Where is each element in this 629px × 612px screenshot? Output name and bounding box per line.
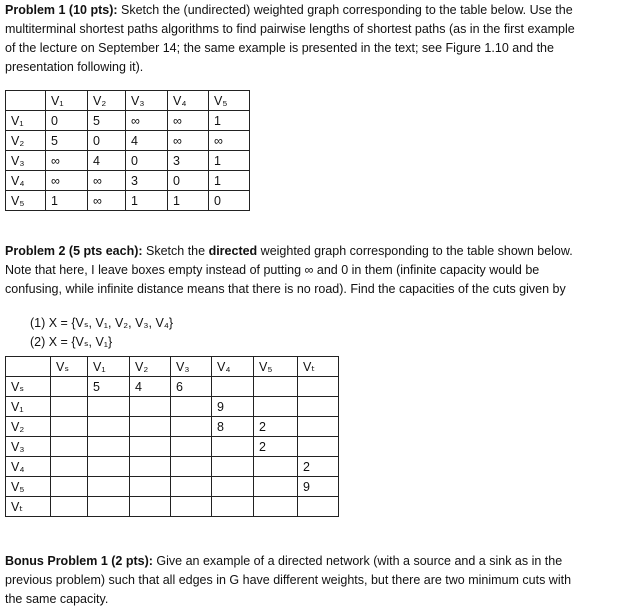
- problem2-text-part: weighted graph corresponding to the table shown below.: [257, 244, 573, 258]
- table-cell: [254, 477, 298, 497]
- table-cell: ∞: [46, 151, 88, 171]
- table-cell: 0: [46, 111, 88, 131]
- table-cell: [171, 497, 212, 517]
- column-header: Vₛ: [51, 357, 88, 377]
- problem1-line: Sketch the (undirected) weighted graph corresponding to the table below. Use the: [117, 3, 573, 17]
- problem1-line: of the lecture on September 14; the same example is presented in the text; see Figure 1.10 and the: [5, 41, 554, 55]
- table-cell: 1: [126, 191, 168, 211]
- table-cell: [212, 497, 254, 517]
- table-cell: 2: [298, 457, 339, 477]
- table-cell: 9: [212, 397, 254, 417]
- row-header: Vₜ: [6, 497, 51, 517]
- column-header: V₄: [212, 357, 254, 377]
- bonus-line: the same capacity.: [5, 592, 109, 606]
- table-cell: 8: [212, 417, 254, 437]
- table-cell: ∞: [88, 191, 126, 211]
- table-cell: 4: [88, 151, 126, 171]
- problem2-heading: Problem 2 (5 pts each):: [5, 244, 143, 258]
- column-header: V₃: [171, 357, 212, 377]
- problem1-heading: Problem 1 (10 pts):: [5, 3, 118, 17]
- problem2-text-part: Sketch the: [142, 244, 209, 258]
- table-header-row: [6, 357, 339, 377]
- problem1-line: presentation following it).: [5, 60, 144, 74]
- bonus-line: previous problem) such that all edges in G have different weights, but there are two minimum cuts with: [5, 573, 572, 587]
- table-cell: [254, 377, 298, 397]
- table-cell: 1: [209, 111, 250, 131]
- column-header: V₁: [46, 91, 88, 111]
- problem2-text-part: Note that here, I leave boxes empty instead of putting: [5, 263, 305, 277]
- table-cell: [212, 457, 254, 477]
- table-cell: 4: [126, 131, 168, 151]
- table-row: [6, 457, 339, 477]
- table-cell: ∞: [209, 131, 250, 151]
- table-cell: 0: [209, 191, 250, 211]
- table-cell: [212, 377, 254, 397]
- table-cell: 2: [254, 437, 298, 457]
- table-cell: [51, 437, 88, 457]
- table-cell: 3: [168, 151, 209, 171]
- table-row: [6, 497, 339, 517]
- table-row: [6, 111, 250, 131]
- row-header: V₄: [6, 457, 51, 477]
- problem2-text-part: and 0 in them (infinite capacity would be: [313, 263, 540, 277]
- table-row: [6, 437, 339, 457]
- table-cell: [88, 397, 130, 417]
- row-header: V₂: [6, 131, 46, 151]
- table-cell: [51, 477, 88, 497]
- row-header: V₅: [6, 477, 51, 497]
- table-cell: [51, 397, 88, 417]
- table-cell: [298, 497, 339, 517]
- table-cell: [298, 377, 339, 397]
- table-cell: [254, 497, 298, 517]
- column-header: V₁: [88, 357, 130, 377]
- table-cell: 9: [298, 477, 339, 497]
- table-cell: [130, 397, 171, 417]
- table-cell: [51, 417, 88, 437]
- bonus-heading: Bonus Problem 1 (2 pts):: [5, 554, 153, 568]
- table-cell: [88, 457, 130, 477]
- table-cell: [88, 477, 130, 497]
- table-cell: 6: [171, 377, 212, 397]
- table-cell: [51, 377, 88, 397]
- cut-item: (2) X = {Vₛ, V₁}: [30, 335, 113, 349]
- table-cell: 0: [88, 131, 126, 151]
- row-header: V₂: [6, 417, 51, 437]
- table-cell: [171, 437, 212, 457]
- bonus-line: Give an example of a directed network (with a source and a sink as in the: [152, 554, 563, 568]
- table-row: [6, 477, 339, 497]
- table-cell: [171, 477, 212, 497]
- table-cell: [130, 497, 171, 517]
- table-cell: [254, 397, 298, 417]
- table-cell: ∞: [168, 131, 209, 151]
- table-cell: [130, 477, 171, 497]
- table-row: [6, 191, 250, 211]
- cut-list: [30, 314, 173, 352]
- table-cell: [298, 417, 339, 437]
- table-cell: [130, 457, 171, 477]
- column-header: V₅: [209, 91, 250, 111]
- table-cell: [298, 437, 339, 457]
- row-header: V₃: [6, 151, 46, 171]
- table-cell: [171, 417, 212, 437]
- table-cell: 1: [209, 171, 250, 191]
- table-row: [6, 417, 339, 437]
- problem2-text-part: confusing, while infinite distance means that there is no road). Find the capacities of the cuts given by: [5, 282, 566, 296]
- table-cell: 1: [209, 151, 250, 171]
- table-cell: ∞: [168, 111, 209, 131]
- problem1-line: multiterminal shortest paths algorithms to find pairwise lengths of shortest paths (as in the first example: [5, 22, 575, 36]
- table-cell: [254, 457, 298, 477]
- column-header: [6, 357, 51, 377]
- table-cell: [171, 457, 212, 477]
- table-cell: 0: [168, 171, 209, 191]
- column-header: Vₜ: [298, 357, 339, 377]
- capacity-table: [5, 356, 339, 517]
- directed-word: directed: [208, 244, 258, 258]
- table-cell: [130, 437, 171, 457]
- table-cell: ∞: [126, 111, 168, 131]
- row-header: Vₛ: [6, 377, 51, 397]
- table-cell: 3: [126, 171, 168, 191]
- column-header: [6, 91, 46, 111]
- table-cell: [171, 397, 212, 417]
- table-row: [6, 131, 250, 151]
- table-row: [6, 171, 250, 191]
- table-cell: ∞: [46, 171, 88, 191]
- table-cell: ∞: [88, 171, 126, 191]
- table-header-row: [6, 91, 250, 111]
- table-cell: [51, 497, 88, 517]
- table-cell: 0: [126, 151, 168, 171]
- column-header: V₃: [126, 91, 168, 111]
- table-cell: 2: [254, 417, 298, 437]
- table-cell: [212, 437, 254, 457]
- table-cell: 4: [130, 377, 171, 397]
- table-cell: [298, 397, 339, 417]
- table-cell: 5: [46, 131, 88, 151]
- problem1-text: [5, 1, 623, 77]
- table-cell: 1: [46, 191, 88, 211]
- table-cell: [88, 497, 130, 517]
- table-row: [6, 377, 339, 397]
- cut-item: (1) X = {Vₛ, V₁, V₂, V₃, V₄}: [30, 316, 174, 330]
- table-cell: 5: [88, 377, 130, 397]
- bonus-text: [5, 552, 623, 609]
- table-cell: [130, 417, 171, 437]
- column-header: V₂: [130, 357, 171, 377]
- table-row: [6, 151, 250, 171]
- infinity-symbol: ∞: [304, 263, 314, 277]
- column-header: V₂: [88, 91, 126, 111]
- table-cell: [51, 457, 88, 477]
- row-header: V₁: [6, 397, 51, 417]
- column-header: V₅: [254, 357, 298, 377]
- table-cell: 1: [168, 191, 209, 211]
- column-header: V₄: [168, 91, 209, 111]
- table-cell: [212, 477, 254, 497]
- table-cell: [88, 417, 130, 437]
- table-cell: [88, 437, 130, 457]
- row-header: V₅: [6, 191, 46, 211]
- problem2-text: [5, 242, 623, 299]
- table-row: [6, 397, 339, 417]
- distance-table: [5, 90, 250, 211]
- row-header: V₃: [6, 437, 51, 457]
- table-cell: 5: [88, 111, 126, 131]
- row-header: V₄: [6, 171, 46, 191]
- row-header: V₁: [6, 111, 46, 131]
